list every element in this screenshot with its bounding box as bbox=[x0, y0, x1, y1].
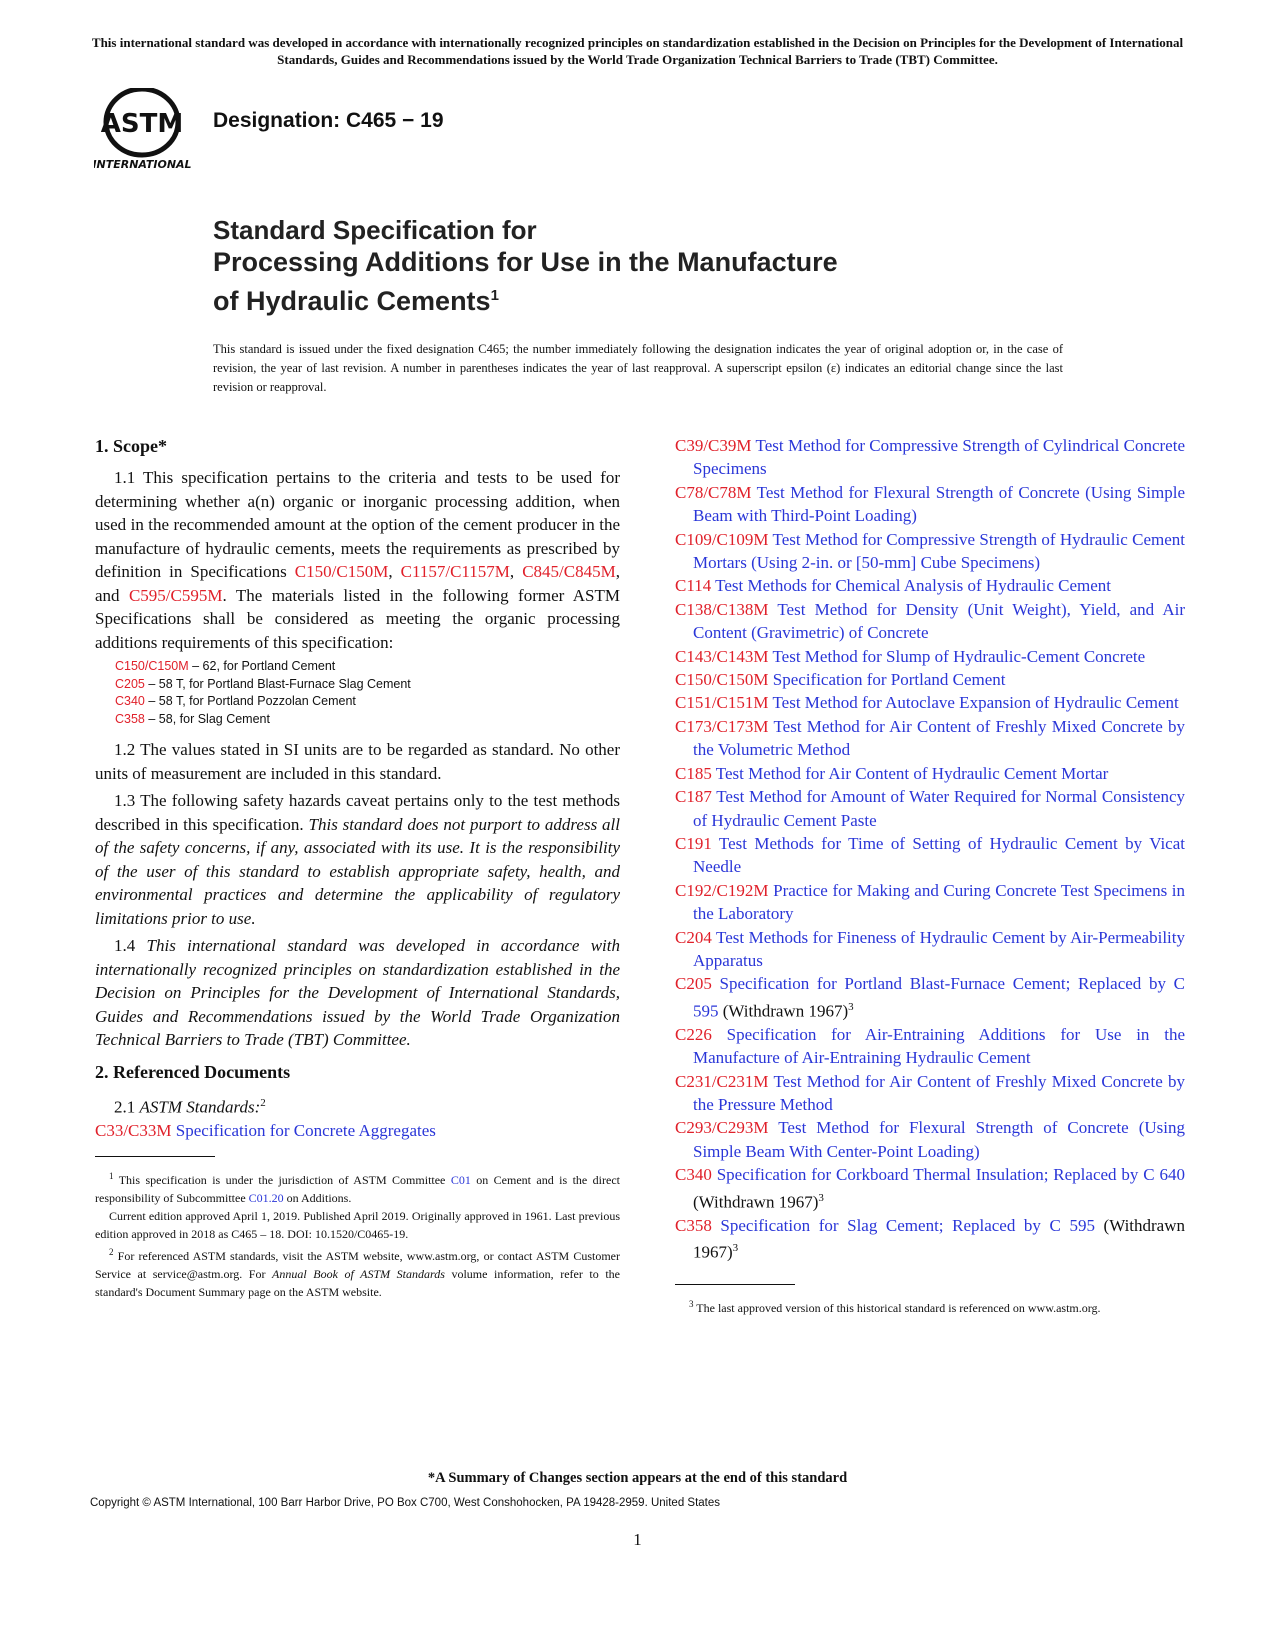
reference-item[interactable] bbox=[675, 1163, 1185, 1213]
reference-code[interactable]: C226 bbox=[675, 1024, 712, 1044]
reference-title[interactable]: Test Methods for Time of Setting of Hydraulic Cement by Vicat Needle bbox=[693, 833, 1185, 877]
reference-code[interactable]: C173/C173M bbox=[675, 716, 769, 736]
reference-item[interactable] bbox=[95, 1119, 620, 1143]
reference-code[interactable]: C340 bbox=[675, 1165, 712, 1185]
reference-item[interactable] bbox=[675, 762, 1185, 785]
reference-code[interactable]: C185 bbox=[675, 763, 712, 783]
reference-item[interactable] bbox=[675, 645, 1185, 668]
para-1-4: 1.4 This international standard was developed in accordance with internationally recognized principles on standardization established in the Decision on Principles for the Development of International Standards, Guides and Recommendations issued by the World Trade Organization Technical Barriers to Trade (TBT) Committee. bbox=[95, 936, 620, 1049]
para-1-1: 1.1 This specification pertains to the criteria and tests to be used for determining whether a(n) organic or inorganic processing addition, when used in the recommended amount at the option of the cement producer in the manufacture of hydraulic cements, meets the requirements as prescribed by definition in Specifications C150/C150M, C1157/C1157M, C845/C845M, and C595/C595M. The materials listed in the following former ASTM Specifications shall be considered as meeting the organic processing additions requirements of this specification: bbox=[95, 468, 621, 652]
former-spec-item: C205 – 58 T, for Portland Blast-Furnace Slag Cement bbox=[115, 676, 411, 691]
logo-subtext: INTERNATIONAL bbox=[94, 158, 192, 171]
former-spec-item: C358 – 58, for Slag Cement bbox=[115, 711, 270, 726]
reference-code[interactable]: C191 bbox=[675, 833, 712, 853]
reference-title[interactable]: Specification for Slag Cement; Replaced by C 595 bbox=[711, 1215, 1095, 1235]
reference-item[interactable] bbox=[675, 1116, 1185, 1163]
reference-item[interactable] bbox=[675, 481, 1185, 528]
reference-title[interactable]: Test Method for Air Content of Hydraulic Cement Mortar bbox=[711, 763, 1109, 783]
reference-code[interactable]: C205 bbox=[675, 974, 712, 994]
page-number: 1 bbox=[633, 1530, 642, 1549]
reference-title[interactable]: Test Method for Amount of Water Required for Normal Consistency of Hydraulic Cement Paste bbox=[693, 787, 1185, 830]
footnote-1: $^1$ This specification is under the jurisdiction of ASTM Committee C01 on Cement and is the direct responsibility of Subcommittee C01.20 on Additions. bbox=[95, 1171, 620, 1206]
reference-item[interactable] bbox=[675, 598, 1185, 645]
former-specs-list bbox=[115, 658, 620, 728]
copyright: Copyright © ASTM International, 100 Barr Harbor Drive, PO Box C700, West Conshohocken, PA 19428-2959. United States bbox=[90, 1497, 721, 1509]
reference-item[interactable] bbox=[675, 1023, 1185, 1070]
title-line-2: Processing Additions for Use in the Manufacture bbox=[213, 247, 838, 277]
reference-withdrawn-note: (Withdrawn 1967) bbox=[693, 1215, 1185, 1262]
logo-text: ASTM bbox=[100, 109, 184, 139]
section-scope-heading: 1. Scope* bbox=[95, 436, 167, 456]
reference-item[interactable] bbox=[675, 879, 1185, 926]
reference-title[interactable]: Test Method for Air Content of Freshly Mixed Concrete by the Volumetric Method bbox=[693, 716, 1185, 760]
reference-withdrawn-note: (Withdrawn 1967) bbox=[718, 1001, 849, 1021]
para-1-3: 1.3 The following safety hazards caveat pertains only to the test methods described in this specification. This standard does not purport to address all of the safety concerns, if any, associated with its use. It is the responsibility of the user of this standard to establish appropriate safety, health, and environmental practices and determine the applicability of regulatory limitations prior to use. bbox=[95, 791, 620, 928]
link-c150[interactable]: C150/C150M bbox=[294, 562, 389, 581]
reference-code[interactable]: C293/C293M bbox=[675, 1118, 769, 1138]
reference-item[interactable] bbox=[675, 972, 1185, 1022]
reference-code[interactable]: C143/C143M bbox=[675, 646, 769, 666]
footnote-1-edition: Current edition approved April 1, 2019. Published April 2019. Originally approved in 1961. Last previous edition approved in 2018 as C465 – 18. DOI: 10.1520/C0465-19. bbox=[95, 1209, 620, 1242]
reference-item[interactable] bbox=[675, 691, 1185, 714]
reference-title[interactable]: Specification for Corkboard Thermal Insulation; Replaced by C 640 bbox=[711, 1165, 1185, 1185]
reference-item[interactable] bbox=[675, 715, 1185, 762]
reference-code[interactable]: C138/C138M bbox=[675, 599, 769, 619]
link-c845[interactable]: C845/C845M bbox=[522, 562, 616, 581]
reference-code[interactable]: C78/C78M bbox=[675, 482, 752, 502]
astm-logo bbox=[94, 88, 194, 172]
former-spec-code[interactable]: C205 bbox=[115, 676, 145, 691]
reference-item[interactable] bbox=[675, 832, 1185, 879]
reference-footnote-mark: 3 bbox=[818, 1191, 824, 1204]
link-c01-20[interactable]: C01.20 bbox=[248, 1191, 284, 1206]
link-c1157[interactable]: C1157/C1157M bbox=[400, 562, 510, 581]
reference-code[interactable]: C187 bbox=[675, 787, 712, 807]
reference-code[interactable]: C151/C151M bbox=[675, 693, 769, 713]
reference-title[interactable]: Test Method for Flexural Strength of Concrete (Using Simple Beam with Third-Point Loading) bbox=[693, 482, 1185, 526]
left-column bbox=[95, 434, 620, 1301]
reference-code[interactable]: C192/C192M bbox=[675, 880, 769, 900]
reference-item[interactable] bbox=[675, 1070, 1185, 1117]
reference-title: Specification for Concrete Aggregates bbox=[171, 1120, 436, 1140]
reference-item[interactable] bbox=[675, 574, 1185, 597]
reference-code: C33/C33M bbox=[95, 1120, 172, 1140]
reference-title[interactable]: Specification for Portland Cement bbox=[768, 670, 1006, 690]
reference-title[interactable]: Test Methods for Fineness of Hydraulic Cement by Air-Permeability Apparatus bbox=[693, 927, 1185, 970]
reference-item[interactable] bbox=[675, 668, 1185, 691]
reference-title[interactable]: Practice for Making and Curing Concrete Test Specimens in the Laboratory bbox=[693, 880, 1185, 924]
para-1-2: 1.2 The values stated in SI units are to be regarded as standard. No other units of measurement are included in this standard. bbox=[95, 740, 620, 783]
reference-title[interactable]: Test Method for Density (Unit Weight), Yield, and Air Content (Gravimetric) of Concrete bbox=[693, 599, 1185, 643]
reference-title[interactable]: Test Method for Slump of Hydraulic-Cement Concrete bbox=[768, 646, 1146, 666]
former-spec-code[interactable]: C340 bbox=[115, 694, 145, 708]
reference-title[interactable]: Test Method for Air Content of Freshly Mixed Concrete by the Pressure Method bbox=[693, 1071, 1185, 1115]
reference-code[interactable]: C358 bbox=[675, 1215, 712, 1235]
reference-title[interactable]: Specification for Portland Blast-Furnace Cement; Replaced by C 595 bbox=[693, 974, 1185, 1021]
reference-title[interactable]: Test Methods for Chemical Analysis of Hydraulic Cement bbox=[711, 576, 1112, 596]
former-spec-item: C340 – 58 T, for Portland Pozzolan Cement bbox=[115, 694, 356, 708]
footnote-2: $^2$ For referenced ASTM standards, visit the ASTM website, www.astm.org, or contact ASTM Customer Service at service@astm.org. For Annual Book of ASTM Standards volume information, refer to the standard's Document Summary page on the ASTM website. bbox=[95, 1247, 621, 1300]
title-line-3: of Hydraulic Cements bbox=[213, 286, 491, 316]
title-footnote-mark: 1 bbox=[490, 287, 499, 304]
tbt-notice: This international standard was developed in accordance with internationally recognized principles on standardization established in the Decision on Principles for the Development of International Standards, Guides and Recommendations issued by the World Trade Organization Technical Barriers to Trade (TBT) Committee. bbox=[91, 35, 1184, 67]
former-spec-code[interactable]: C358 bbox=[115, 711, 145, 726]
section-referenced-heading: 2. Referenced Documents bbox=[95, 1061, 291, 1082]
title-line-1: Standard Specification for bbox=[213, 215, 537, 245]
reference-item[interactable] bbox=[675, 1214, 1185, 1264]
reference-title[interactable]: Test Method for Flexural Strength of Concrete (Using Simple Beam With Center-Point Loading) bbox=[693, 1118, 1185, 1161]
reference-title[interactable]: Test Method for Compressive Strength of Hydraulic Cement Mortars (Using 2-in. or [50-mm] Cube Specimens) bbox=[693, 529, 1185, 573]
reference-title[interactable]: Test Method for Autoclave Expansion of Hydraulic Cement bbox=[768, 693, 1179, 713]
issued-note: This standard is issued under the fixed designation C465; the number immediately following the designation indicates the year of original adoption or, in the case of revision, the year of last revision. A number in parentheses indicates the year of last reapproval. A superscript epsilon (ε) indicates an editorial change since the last revision or reapproval. bbox=[213, 342, 1063, 394]
reference-footnote-mark: 3 bbox=[732, 1242, 739, 1255]
astm-standards-subhead: 2.1 ASTM Standards:$^2$ bbox=[114, 1096, 266, 1117]
reference-withdrawn-note: (Withdrawn 1967) bbox=[693, 1192, 819, 1212]
reference-code[interactable]: C150/C150M bbox=[675, 670, 769, 690]
summary-of-changes-note: *A Summary of Changes section appears at the end of this standard bbox=[427, 1470, 848, 1486]
former-spec-item: C150/C150M – 62, for Portland Cement bbox=[115, 659, 336, 673]
footnote-3: $^3$ The last approved version of this historical standard is referenced on www.astm.org. bbox=[689, 1299, 1101, 1316]
reference-list bbox=[675, 434, 1185, 1264]
right-column bbox=[675, 434, 1185, 1317]
former-spec-code[interactable]: C150/C150M bbox=[115, 659, 189, 673]
footnote-divider bbox=[675, 1284, 795, 1285]
link-c595[interactable]: C595/C595M bbox=[128, 585, 223, 605]
reference-code[interactable]: C204 bbox=[675, 927, 712, 947]
reference-title[interactable]: Test Method for Compressive Strength of Cylindrical Concrete Specimens bbox=[693, 436, 1185, 479]
reference-item[interactable] bbox=[675, 785, 1185, 832]
designation: Designation: C465 − 19 bbox=[213, 109, 444, 132]
footnote-divider bbox=[95, 1156, 215, 1157]
reference-item[interactable] bbox=[675, 528, 1185, 575]
link-c01[interactable]: C01 bbox=[450, 1173, 471, 1188]
reference-code[interactable]: C39/C39M bbox=[675, 436, 752, 455]
reference-code[interactable]: C109/C109M bbox=[675, 529, 769, 549]
reference-item[interactable] bbox=[675, 434, 1185, 481]
reference-item[interactable] bbox=[675, 926, 1185, 973]
reference-footnote-mark: 3 bbox=[848, 1000, 854, 1013]
reference-code[interactable]: C231/C231M bbox=[675, 1071, 769, 1091]
document-title bbox=[213, 214, 1113, 318]
reference-title[interactable]: Specification for Air-Entraining Additions for Use in the Manufacture of Air-Entraining Hydraulic Cement bbox=[693, 1024, 1185, 1068]
reference-code[interactable]: C114 bbox=[675, 576, 712, 596]
